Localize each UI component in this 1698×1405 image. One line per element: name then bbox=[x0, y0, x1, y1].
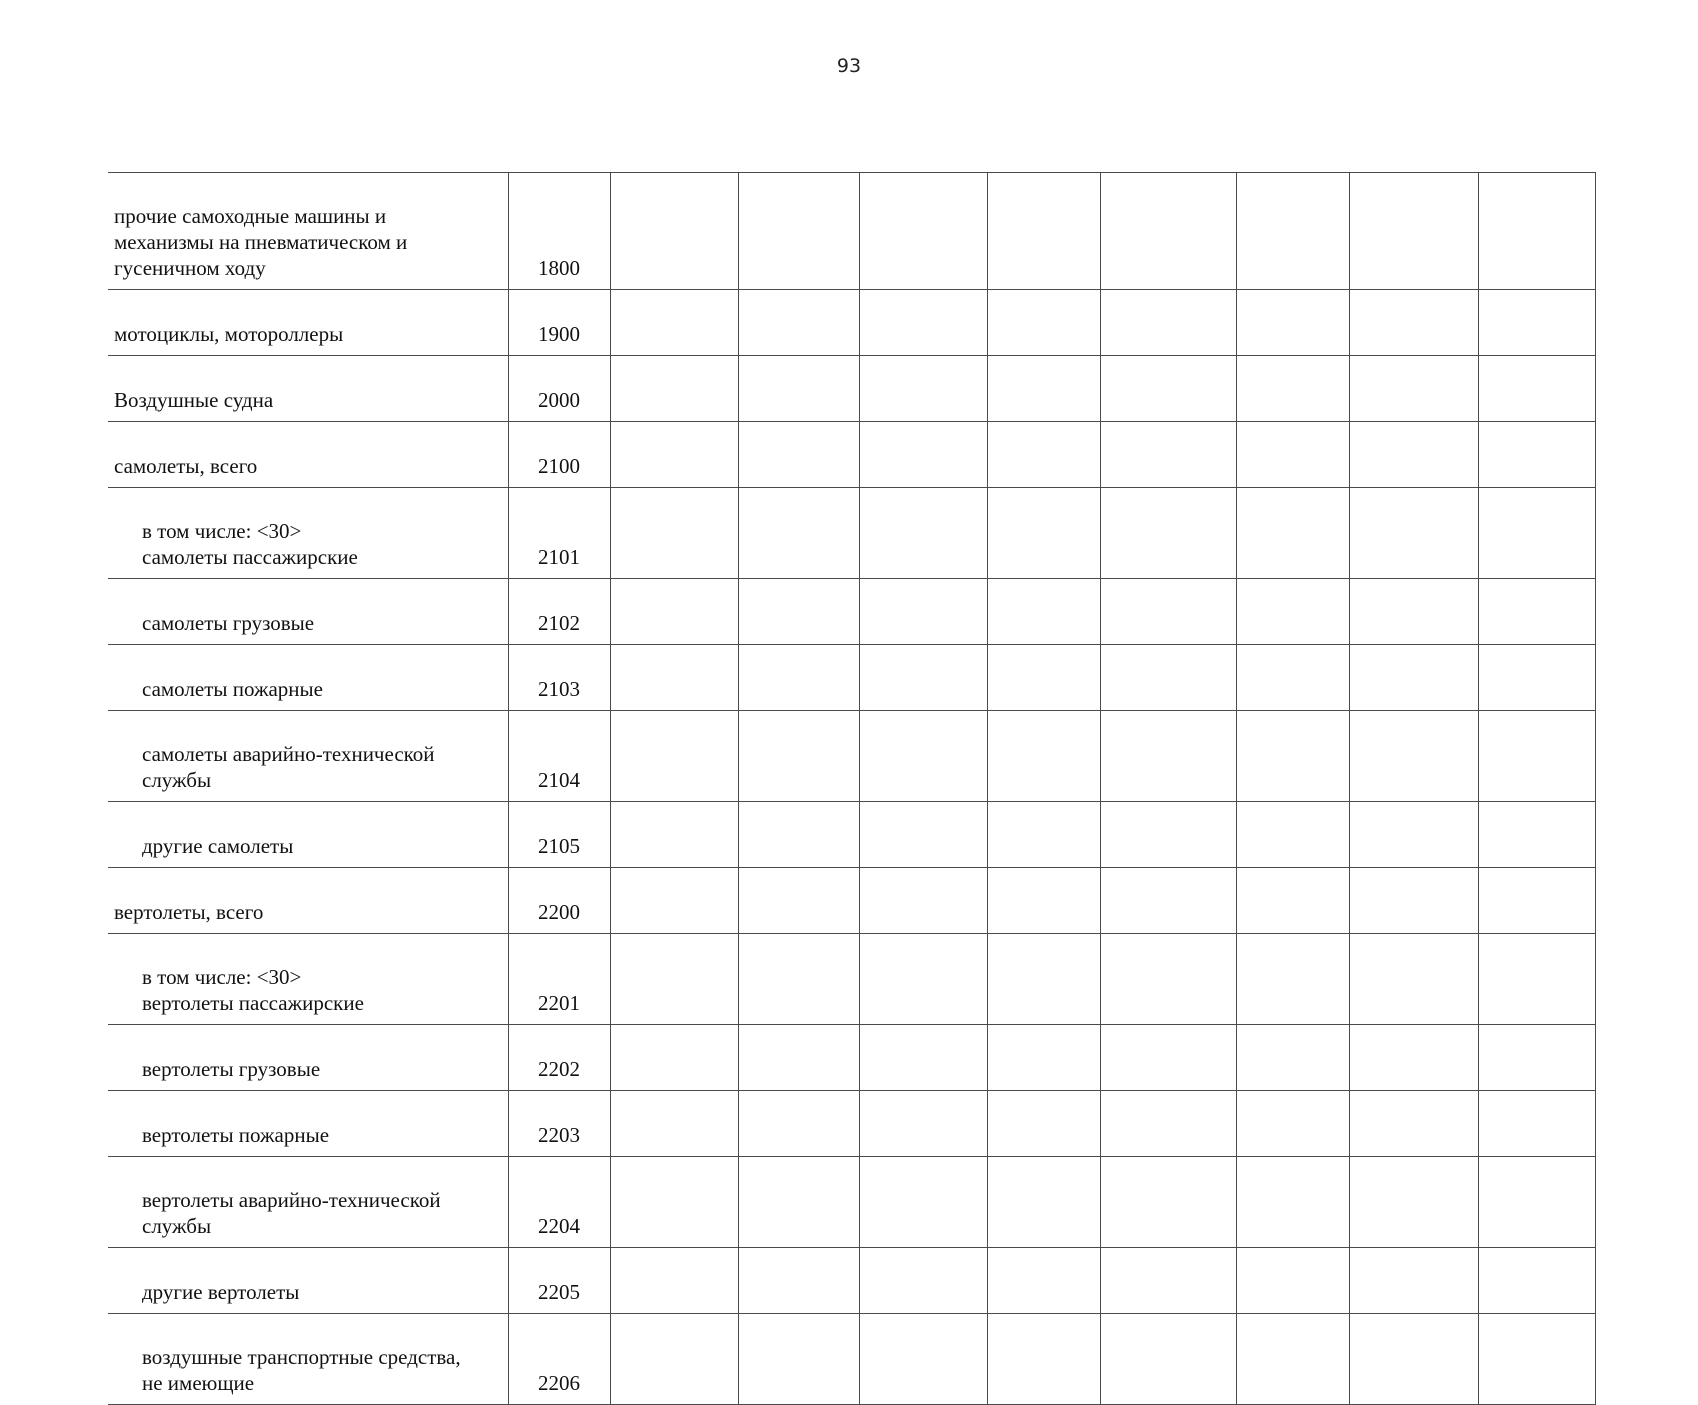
row-name: самолеты аварийно-технической службы bbox=[142, 742, 435, 792]
value-cell[interactable] bbox=[859, 422, 987, 488]
value-cell[interactable] bbox=[738, 356, 859, 422]
value-cell[interactable] bbox=[738, 645, 859, 711]
value-cell[interactable] bbox=[1236, 173, 1349, 290]
value-cell[interactable] bbox=[1349, 802, 1478, 868]
value-cell[interactable] bbox=[610, 711, 738, 802]
value-cell[interactable] bbox=[859, 1091, 987, 1157]
row-name-cell bbox=[108, 488, 508, 579]
row-name-cell bbox=[108, 868, 508, 934]
table-row bbox=[108, 1157, 1595, 1248]
row-code: 2100 bbox=[508, 422, 610, 488]
row-name-cell bbox=[108, 1157, 508, 1248]
value-cell[interactable] bbox=[1100, 868, 1236, 934]
value-cell[interactable] bbox=[738, 173, 859, 290]
row-name: самолеты, всего bbox=[114, 454, 258, 478]
value-cell[interactable] bbox=[610, 1091, 738, 1157]
table-row bbox=[108, 645, 1595, 711]
value-cell[interactable] bbox=[859, 1025, 987, 1091]
value-cell[interactable] bbox=[738, 1248, 859, 1314]
value-cell[interactable] bbox=[1349, 1248, 1478, 1314]
value-cell[interactable] bbox=[859, 868, 987, 934]
value-cell[interactable] bbox=[738, 1157, 859, 1248]
value-cell[interactable] bbox=[859, 711, 987, 802]
value-cell[interactable] bbox=[610, 868, 738, 934]
value-cell[interactable] bbox=[1349, 356, 1478, 422]
value-cell[interactable] bbox=[610, 579, 738, 645]
value-cell[interactable] bbox=[1478, 1248, 1595, 1314]
value-cell[interactable] bbox=[987, 290, 1100, 356]
value-cell[interactable] bbox=[1478, 934, 1595, 1025]
value-cell[interactable] bbox=[859, 1248, 987, 1314]
value-cell[interactable] bbox=[1478, 488, 1595, 579]
row-name-cell bbox=[108, 711, 508, 802]
table-row bbox=[108, 488, 1595, 579]
row-name-cell bbox=[108, 934, 508, 1025]
value-cell[interactable] bbox=[1100, 422, 1236, 488]
value-cell[interactable] bbox=[1478, 1157, 1595, 1248]
row-name: в том числе: <30> вертолеты пассажирские bbox=[142, 965, 364, 1015]
row-name: вертолеты пожарные bbox=[142, 1123, 330, 1147]
value-cell[interactable] bbox=[1100, 1091, 1236, 1157]
value-cell[interactable] bbox=[859, 356, 987, 422]
value-cell[interactable] bbox=[1349, 1314, 1478, 1405]
value-cell[interactable] bbox=[1349, 579, 1478, 645]
value-cell[interactable] bbox=[1100, 802, 1236, 868]
value-cell[interactable] bbox=[987, 1025, 1100, 1091]
value-cell[interactable] bbox=[738, 422, 859, 488]
row-code: 2205 bbox=[508, 1248, 610, 1314]
table-row bbox=[108, 802, 1595, 868]
value-cell[interactable] bbox=[859, 488, 987, 579]
table-row bbox=[108, 868, 1595, 934]
value-cell[interactable] bbox=[859, 934, 987, 1025]
value-cell[interactable] bbox=[1478, 868, 1595, 934]
value-cell[interactable] bbox=[1236, 1025, 1349, 1091]
value-cell[interactable] bbox=[1100, 579, 1236, 645]
value-cell[interactable] bbox=[738, 1025, 859, 1091]
table-row bbox=[108, 1091, 1595, 1157]
value-cell[interactable] bbox=[738, 1091, 859, 1157]
value-cell[interactable] bbox=[1349, 422, 1478, 488]
value-cell[interactable] bbox=[1100, 645, 1236, 711]
value-cell[interactable] bbox=[738, 868, 859, 934]
value-cell[interactable] bbox=[987, 1248, 1100, 1314]
value-cell[interactable] bbox=[987, 422, 1100, 488]
row-code: 2203 bbox=[508, 1091, 610, 1157]
value-cell[interactable] bbox=[1100, 1314, 1236, 1405]
value-cell[interactable] bbox=[1236, 488, 1349, 579]
value-cell[interactable] bbox=[610, 645, 738, 711]
value-cell[interactable] bbox=[987, 1314, 1100, 1405]
value-cell[interactable] bbox=[859, 1157, 987, 1248]
value-cell[interactable] bbox=[987, 934, 1100, 1025]
value-cell[interactable] bbox=[610, 173, 738, 290]
value-cell[interactable] bbox=[1236, 1157, 1349, 1248]
value-cell[interactable] bbox=[987, 645, 1100, 711]
value-cell[interactable] bbox=[1236, 934, 1349, 1025]
value-cell[interactable] bbox=[1236, 422, 1349, 488]
row-name: в том числе: <30> самолеты пассажирские bbox=[142, 519, 358, 569]
value-cell[interactable] bbox=[1236, 711, 1349, 802]
value-cell[interactable] bbox=[1478, 802, 1595, 868]
row-code: 2202 bbox=[508, 1025, 610, 1091]
row-code: 2102 bbox=[508, 579, 610, 645]
value-cell[interactable] bbox=[1478, 711, 1595, 802]
value-cell[interactable] bbox=[859, 290, 987, 356]
value-cell[interactable] bbox=[1478, 1091, 1595, 1157]
row-code: 2204 bbox=[508, 1157, 610, 1248]
row-name: самолеты грузовые bbox=[142, 611, 315, 635]
table-body bbox=[108, 173, 1595, 1405]
table-row bbox=[108, 290, 1595, 356]
value-cell[interactable] bbox=[1478, 1314, 1595, 1405]
value-cell[interactable] bbox=[1100, 1025, 1236, 1091]
value-cell[interactable] bbox=[610, 422, 738, 488]
table-row bbox=[108, 422, 1595, 488]
table-row bbox=[108, 711, 1595, 802]
table-row bbox=[108, 1314, 1595, 1405]
value-cell[interactable] bbox=[1478, 356, 1595, 422]
row-name-cell bbox=[108, 579, 508, 645]
row-name: мотоциклы, мотороллеры bbox=[114, 322, 344, 346]
value-cell[interactable] bbox=[1236, 356, 1349, 422]
value-cell[interactable] bbox=[1478, 173, 1595, 290]
row-name-cell bbox=[108, 1091, 508, 1157]
table-row bbox=[108, 173, 1595, 290]
value-cell[interactable] bbox=[1100, 173, 1236, 290]
value-cell[interactable] bbox=[1100, 356, 1236, 422]
value-cell[interactable] bbox=[738, 802, 859, 868]
value-cell[interactable] bbox=[1349, 934, 1478, 1025]
value-cell[interactable] bbox=[1478, 290, 1595, 356]
value-cell[interactable] bbox=[738, 488, 859, 579]
value-cell[interactable] bbox=[610, 1157, 738, 1248]
value-cell[interactable] bbox=[1349, 645, 1478, 711]
row-code: 1900 bbox=[508, 290, 610, 356]
value-cell[interactable] bbox=[987, 356, 1100, 422]
value-cell[interactable] bbox=[987, 579, 1100, 645]
value-cell[interactable] bbox=[1349, 1091, 1478, 1157]
row-name-cell bbox=[108, 1314, 508, 1405]
row-code: 2000 bbox=[508, 356, 610, 422]
table-row bbox=[108, 356, 1595, 422]
value-cell[interactable] bbox=[1236, 1248, 1349, 1314]
value-cell[interactable] bbox=[610, 488, 738, 579]
value-cell[interactable] bbox=[859, 173, 987, 290]
value-cell[interactable] bbox=[1478, 579, 1595, 645]
value-cell[interactable] bbox=[738, 579, 859, 645]
value-cell[interactable] bbox=[1349, 173, 1478, 290]
value-cell[interactable] bbox=[1478, 422, 1595, 488]
row-name: вертолеты аварийно-технической службы bbox=[142, 1188, 441, 1238]
value-cell[interactable] bbox=[610, 356, 738, 422]
row-name-cell bbox=[108, 173, 508, 290]
row-name: самолеты пожарные bbox=[142, 677, 323, 701]
value-cell[interactable] bbox=[1236, 868, 1349, 934]
row-name: другие вертолеты bbox=[142, 1280, 300, 1304]
value-cell[interactable] bbox=[610, 1025, 738, 1091]
value-cell[interactable] bbox=[1236, 1314, 1349, 1405]
row-name-cell bbox=[108, 1248, 508, 1314]
vehicle-form-table bbox=[108, 172, 1596, 1405]
row-name: вертолеты, всего bbox=[114, 900, 264, 924]
value-cell[interactable] bbox=[987, 868, 1100, 934]
row-code: 2206 bbox=[508, 1314, 610, 1405]
value-cell[interactable] bbox=[1236, 579, 1349, 645]
value-cell[interactable] bbox=[987, 711, 1100, 802]
value-cell[interactable] bbox=[1100, 711, 1236, 802]
table-row bbox=[108, 579, 1595, 645]
value-cell[interactable] bbox=[1236, 1091, 1349, 1157]
table-row bbox=[108, 934, 1595, 1025]
page-number: 93 bbox=[836, 55, 862, 77]
value-cell[interactable] bbox=[738, 290, 859, 356]
row-name: вертолеты грузовые bbox=[142, 1057, 321, 1081]
value-cell[interactable] bbox=[987, 802, 1100, 868]
value-cell[interactable] bbox=[859, 645, 987, 711]
value-cell[interactable] bbox=[1349, 290, 1478, 356]
value-cell[interactable] bbox=[1100, 1157, 1236, 1248]
row-code: 2201 bbox=[508, 934, 610, 1025]
value-cell[interactable] bbox=[738, 934, 859, 1025]
row-name-cell bbox=[108, 422, 508, 488]
value-cell[interactable] bbox=[610, 934, 738, 1025]
value-cell[interactable] bbox=[1100, 290, 1236, 356]
value-cell[interactable] bbox=[1349, 868, 1478, 934]
row-code: 1800 bbox=[508, 173, 610, 290]
row-code: 2103 bbox=[508, 645, 610, 711]
value-cell[interactable] bbox=[859, 579, 987, 645]
value-cell[interactable] bbox=[738, 711, 859, 802]
value-cell[interactable] bbox=[859, 802, 987, 868]
value-cell[interactable] bbox=[610, 290, 738, 356]
value-cell[interactable] bbox=[1349, 488, 1478, 579]
row-name-cell bbox=[108, 802, 508, 868]
row-code: 2105 bbox=[508, 802, 610, 868]
value-cell[interactable] bbox=[1100, 488, 1236, 579]
value-cell[interactable] bbox=[987, 488, 1100, 579]
row-code: 2101 bbox=[508, 488, 610, 579]
value-cell[interactable] bbox=[610, 1314, 738, 1405]
value-cell[interactable] bbox=[1478, 645, 1595, 711]
value-cell[interactable] bbox=[987, 173, 1100, 290]
value-cell[interactable] bbox=[1236, 645, 1349, 711]
value-cell[interactable] bbox=[1100, 1248, 1236, 1314]
value-cell[interactable] bbox=[859, 1314, 987, 1405]
row-name-cell bbox=[108, 1025, 508, 1091]
table-row bbox=[108, 1248, 1595, 1314]
value-cell[interactable] bbox=[987, 1091, 1100, 1157]
value-cell[interactable] bbox=[1349, 1157, 1478, 1248]
value-cell[interactable] bbox=[610, 1248, 738, 1314]
value-cell[interactable] bbox=[987, 1157, 1100, 1248]
table-row bbox=[108, 1025, 1595, 1091]
row-code: 2104 bbox=[508, 711, 610, 802]
row-name-cell bbox=[108, 645, 508, 711]
row-name-cell bbox=[108, 290, 508, 356]
value-cell[interactable] bbox=[1236, 290, 1349, 356]
row-name: Воздушные судна bbox=[114, 388, 274, 412]
row-name: другие самолеты bbox=[142, 834, 294, 858]
value-cell[interactable] bbox=[738, 1314, 859, 1405]
row-name: прочие самоходные машины и механизмы на пневматическом и гусеничном ходу bbox=[114, 204, 408, 280]
value-cell[interactable] bbox=[1100, 934, 1236, 1025]
value-cell[interactable] bbox=[1478, 1025, 1595, 1091]
value-cell[interactable] bbox=[610, 802, 738, 868]
row-code: 2200 bbox=[508, 868, 610, 934]
value-cell[interactable] bbox=[1349, 711, 1478, 802]
row-name: воздушные транспортные средства, не имеющие bbox=[142, 1345, 461, 1395]
value-cell[interactable] bbox=[1349, 1025, 1478, 1091]
row-name-cell bbox=[108, 356, 508, 422]
value-cell[interactable] bbox=[1236, 802, 1349, 868]
